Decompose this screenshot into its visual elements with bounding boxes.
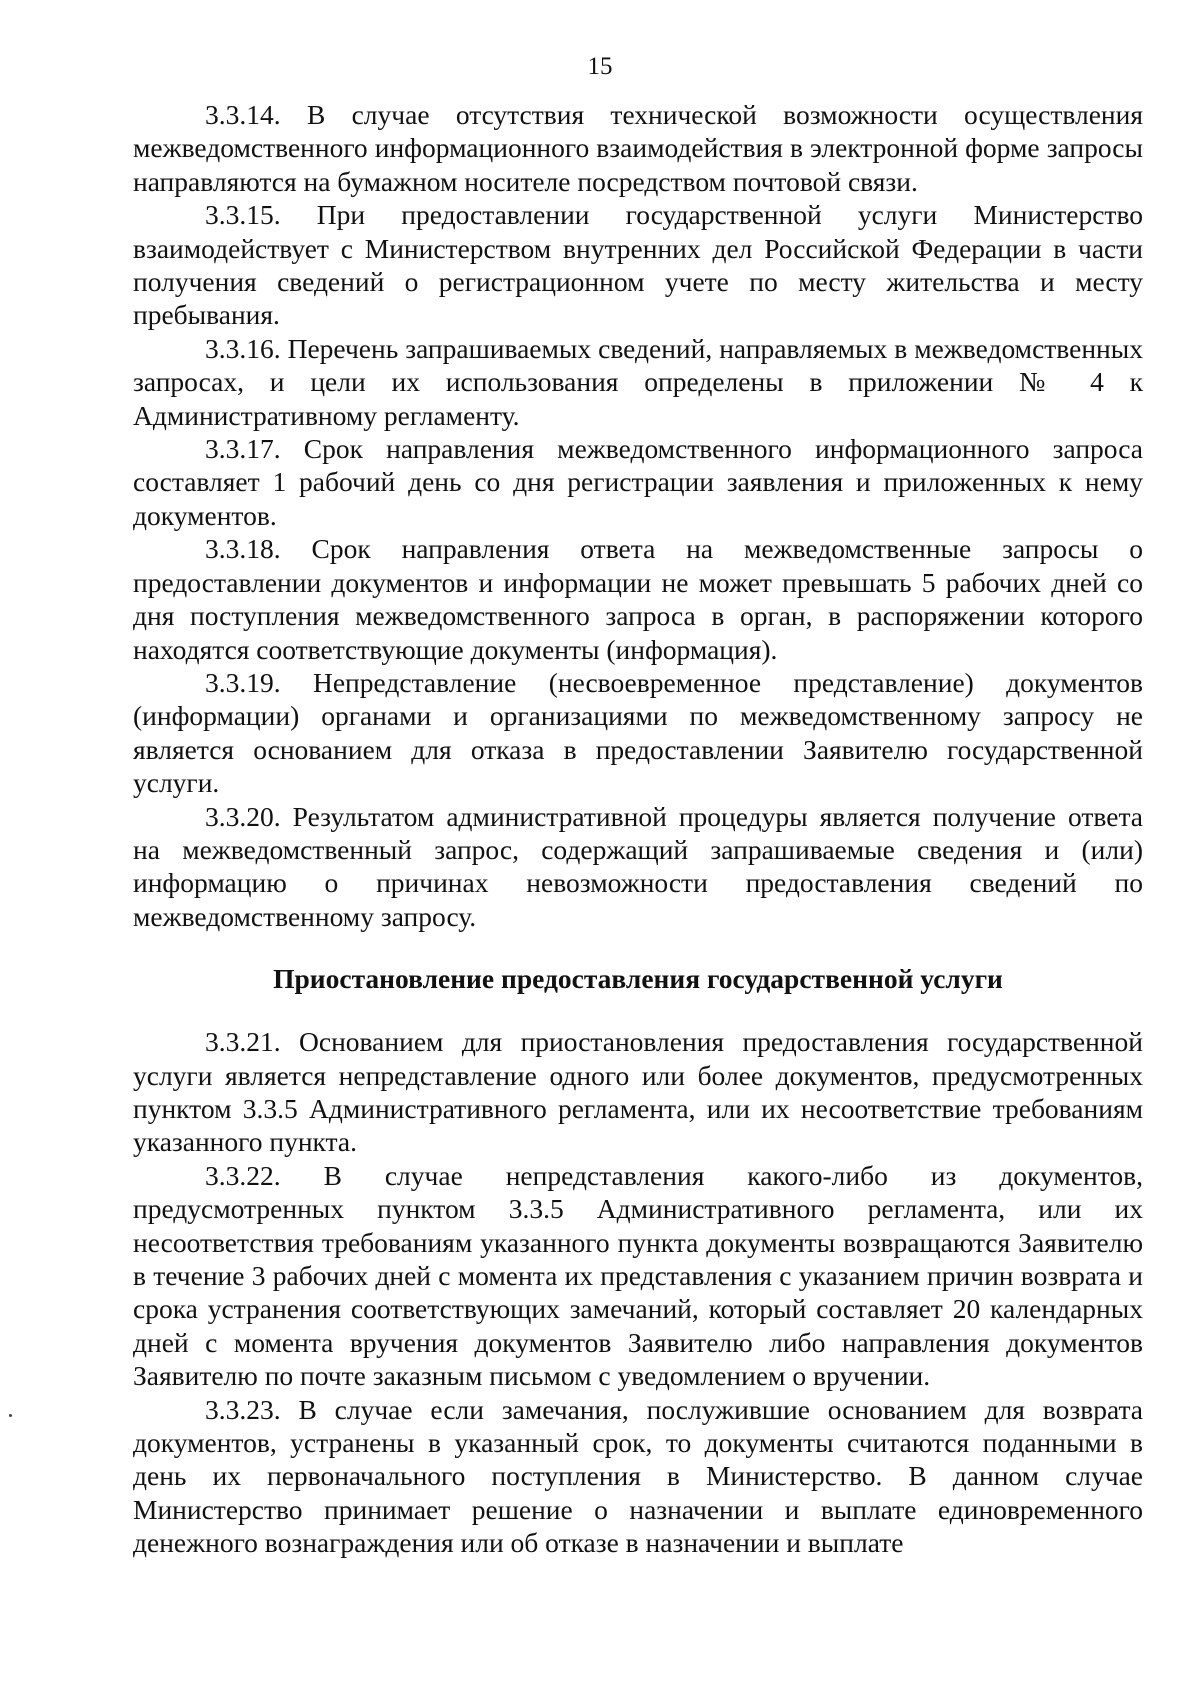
paragraph-3-3-23: 3.3.23. В случае если замечания, послужившие основанием для возврата документов, устранены в указанный срок, то документы считаются поданными в день их первоначального поступления в Министерство. В данном случае Министерство принимает решение о назначении и выплате единовременного денежного вознаграждения или об отказе в назначении и выплате — [133, 1393, 1143, 1559]
paragraph-3-3-22: 3.3.22. В случае непредставления какого-либо из документов, предусмотренных пунктом 3.3.5 Административного регламента, или их несоответствия требованиям указанного пункта документы возвращаются Заявителю в течение 3 рабочих дней с момента их представления с указанием причин возврата и срока устранения соответствующих замечаний, который составляет 20 календарных дней с момента вручения документов Заявителю либо направления документов Заявителю по почте заказным письмом с уведомлением о вручении. — [133, 1159, 1143, 1392]
paragraph-3-3-15: 3.3.15. При предоставлении государственной услуги Министерство взаимодействует с Министерством внутренних дел Российской Федерации в части получения сведений о регистрационном учете по месту жительства и месту пребывания. — [133, 199, 1143, 331]
paragraph-3-3-14: 3.3.14. В случае отсутствия технической возможности осуществления межведомственного информационного взаимодействия в электронной форме запросы направляются на бумажном носителе посредством почтовой связи. — [133, 99, 1143, 197]
paragraph-3-3-20: 3.3.20. Результатом административной процедуры является получение ответа на межведомственный запрос, содержащий запрашиваемые сведения и (или) информацию о причинах невозможности предоставления сведений по межведомственному запросу. — [133, 800, 1143, 932]
paragraph-3-3-19: 3.3.19. Непредставление (несвоевременное представление) документов (информации) органами и организациями по межведомственному запросу не является основанием для отказа в предоставлении Заявителю государственной услуги. — [133, 666, 1143, 799]
paragraph-3-3-16: 3.3.16. Перечень запрашиваемых сведений, направляемых в межведомственных запросах, и цели их использования определены в приложении № 4 к Административному регламенту. — [133, 332, 1143, 431]
paragraph-3-3-21: 3.3.21. Основанием для приостановления предоставления государственной услуги является непредставление одного или более документов, предусмотренных пунктом 3.3.5 Административного регламента, или их несоответствие требованиям указанного пункта. — [133, 1026, 1143, 1158]
document-body — [133, 98, 1143, 1560]
section-heading: Приостановление предоставления государственной услуги — [273, 963, 1003, 995]
page-number: 15 — [587, 53, 613, 80]
paragraph-3-3-18: 3.3.18. Срок направления ответа на межведомственные запросы о предоставлении документов и информации не может превышать 5 рабочих дней со дня поступления межведомственного запроса в орган, в распоряжении которого находятся соответствующие документы (информация). — [133, 533, 1143, 665]
paragraph-3-3-17: 3.3.17. Срок направления межведомственного информационного запроса составляет 1 рабочий день со дня регистрации заявления и приложенных к нему документов. — [133, 433, 1143, 531]
scan-speck — [9, 1414, 12, 1417]
